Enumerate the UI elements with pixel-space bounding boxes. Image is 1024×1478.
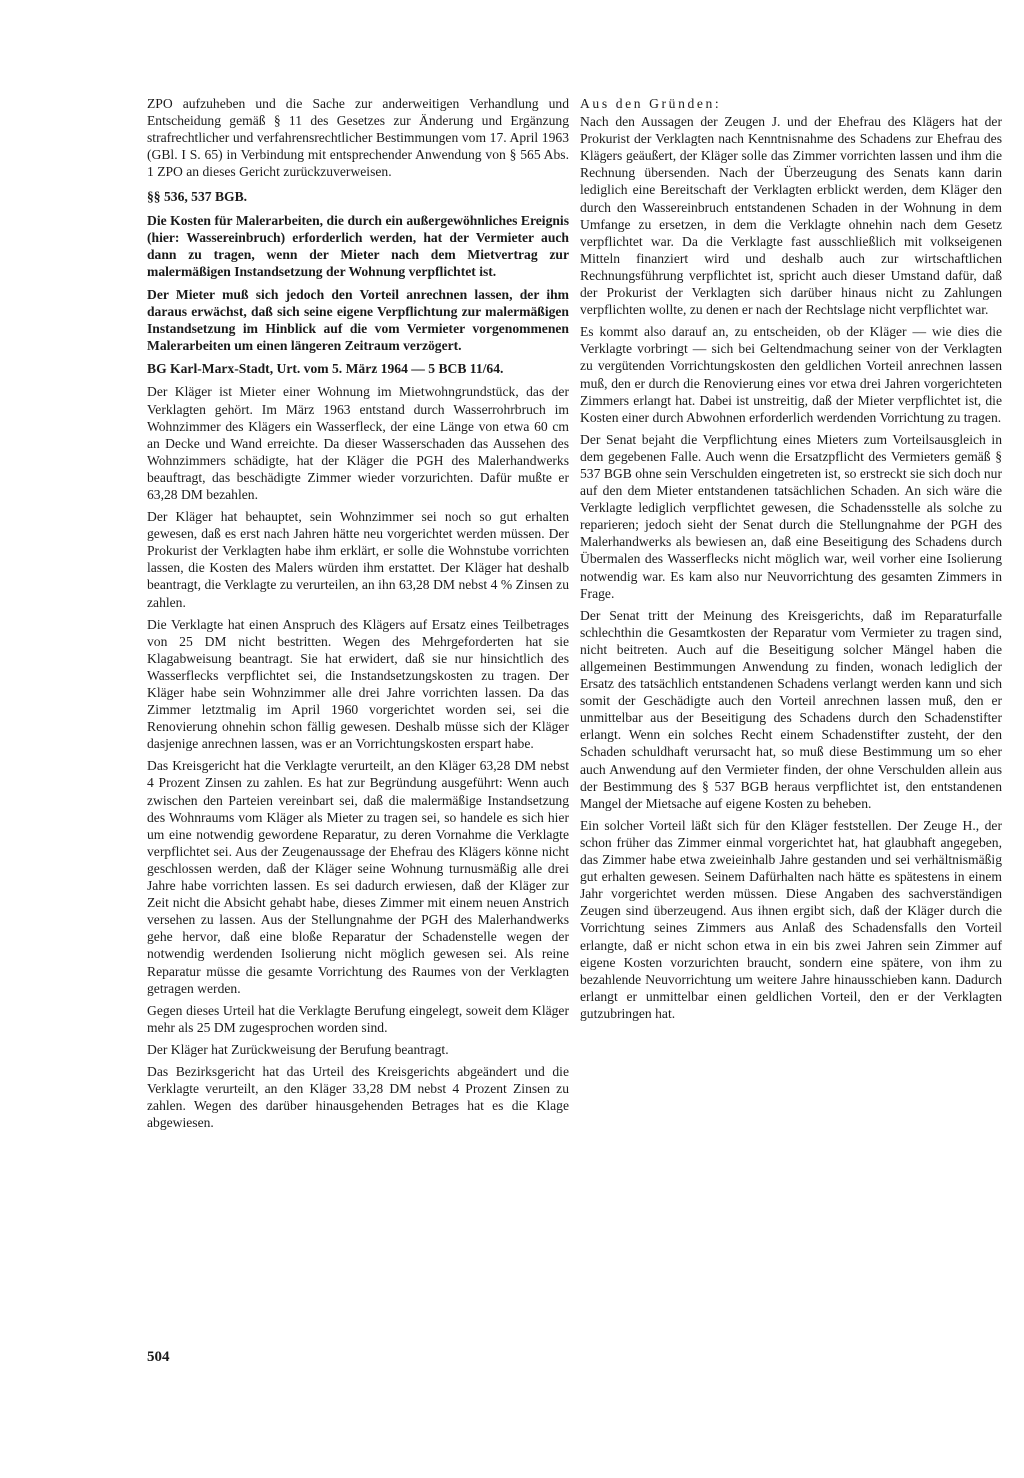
body-paragraph: Ein solcher Vorteil läßt sich für den Kläger feststellen. Der Zeuge H., der schon früher das Zimmer einmal vorgerichtet hat, hat glaubhaft angegeben, das Zimmer habe etwa zweieinhalb Jahre gestanden und sei verhältnismäßig gut erhalten gewesen. Seinem Dafürhalten nach hätte es spätestens in einem Jahr vorgerichtet werden müssen. Diese Angaben des sachverständigen Zeugen sind überzeugend. Aus ihnen ergibt sich, daß der Kläger durch die Vorrichtung seines Zimmers aus Anlaß des Schadensfalls den Vorteil erlangte, daß er nicht schon etwa in ein bis zwei Jahren sein Zimmer auf eigene Kosten vorzurichten braucht, sondern eine spätere, von ihm zu bezahlende Neuvorrichtung um weitere Jahre hinausschieben kann. Dadurch erlangt er unmittelbar einen geldlichen Vorteil, den er der Verklagten gutzubringen hat. [580,817,1002,1021]
body-paragraph: Der Kläger hat behauptet, sein Wohnzimmer sei noch so gut erhalten gewesen, daß es erst nach Jahren hätte neu vorgerichtet werden müssen. Der Prokurist der Verklagten habe ihm erklärt, er solle die Wohnstube vorrichten lassen, die Kosten des Malers würden ihm erstattet. Der Kläger hat deshalb beantragt, die Verklagte zu verurteilen, an ihn 63,28 DM nebst 4 % Zinsen zu zahlen. [147,509,569,610]
body-paragraph: Das Kreisgericht hat die Verklagte verurteilt, an den Kläger 63,28 DM nebst 4 Prozent Zinsen zu zahlen. Es hat zur Begründung ausgeführt: Wenn auch zwischen den Parteien vereinbart sei, daß die malermäßige Instandsetzung des Wohnraums vom Kläger als Mieter zu tragen sei, so handele es sich hier um eine notwendig gewordene Reparatur, zu deren Vornahme die Verklagte verpflichtet sei. Aus der Zeugenaussage der Ehefrau des Klägers könne nicht geschlossen werden, daß der Kläger seine Wohnung turnusmäßig alle drei Jahre habe vorrichten lassen. Es sei dadurch erwiesen, daß der Kläger zur Zeit nicht die Absicht gehabt habe, dieses Zimmer mit einem neuen Anstrich versehen zu lassen. Aus der Stellungnahme der PGH des Malerhandwerks gehe hervor, daß eine bloße Reparatur der Schadenstelle wegen der notwendig werdenden Isolierung nicht möglich gewesen sei. Als reine Reparatur müsse die gesamte Vorrichtung des Raumes von der Verklagten getragen werden. [147,758,569,996]
intro-paragraph: ZPO aufzuheben und die Sache zur anderweitigen Verhandlung und Entscheidung gemäß § 11 des Gesetzes zur Änderung und Ergänzung strafrechtlicher und verfahrensrechtlicher Bestimmungen vom 17. April 1963 (GBl. I S. 65) in Verbindung mit entsprechender Anwendung von § 565 Abs. 1 ZPO an dieses Gericht zurückzuverweisen. [147,96,569,180]
body-paragraph: Gegen dieses Urteil hat die Verklagte Berufung eingelegt, soweit dem Kläger mehr als 25 DM zugesprochen worden sind. [147,1002,569,1035]
page-number: 504 [147,1349,170,1365]
body-paragraph: Der Senat bejaht die Verpflichtung eines Mieters zum Vorteilsausgleich in dem gegebenen Falle. Auch wenn die Ersatzpflicht des Vermieters gemäß § 537 BGB ohne sein Verschulden eingetreten ist, so erstreckt sie sich doch nur auf den dem Mieter entstandenen tatsächlichen Schaden. An sich wäre die Verklagte lediglich verpflichtet gewesen, die Schadensstelle als solche zu reparieren; jedoch sieht der Senat durch die Stellungnahme der PGH des Malerhandwerks als bewiesen an, daß eine Beseitigung des Schadens durch Übermalen des Wasserflecks nicht möglich war, weil vorher eine Isolierung notwendig war. Es kam also nur Neuvorrichtung des gesamten Zimmers in Frage. [580,431,1002,601]
body-paragraph: Die Verklagte hat einen Anspruch des Klägers auf Ersatz eines Teilbetrages von 25 DM nicht bestritten. Wegen des Mehrgeforderten hat sie Klagabweisung beantragt. Sie hat erwidert, daß sie nur hinsichtlich des Wasserflecks verpflichtet sei, die Instandsetzungskosten zu tragen. Der Kläger habe sein Wohnzimmer alle drei Jahre vorrichten lassen. Da das Zimmer letztmalig im April 1960 vorgerichtet worden sei, sei die Renovierung ohnehin schon fällig gewesen. Deshalb müsse sich der Kläger dasjenige anrechnen lassen, was er an Vorrichtungskosten erspart habe. [147,616,569,752]
body-paragraph: Nach den Aussagen der Zeugen J. und der Ehefrau des Klägers hat der Prokurist der Verklagten nach Kenntnisnahme des Schadens zur Ehefrau des Klägers geäußert, der Kläger solle das Zimmer vorrichten lassen und ihm die Rechnung übersenden. Nach der Überzeugung des Senats kann darin lediglich eine Bereitschaft der Verklagten erblickt werden, dem Kläger den durch den Wassereinbruch entstandenen Schaden in der Wohnung in dem Umfange zu ersetzen, in dem die Verklagte ohnehin nach dem Gesetz verpflichtet war. Da die Verklagte fast ausschließlich mit volkseigenen Mitteln finanziert wird und deshalb auch zur wirtschaftlichen Rechnungsführung verpflichtet ist, spricht auch dieser Umstand dafür, daß der Prokurist der Verklagten sich darüber hinaus nicht zu Zahlungen verpflichten wollte, zu denen er nach der Rechtslage nicht verpflichtet war. [580,114,1002,318]
headnote: Der Mieter muß sich jedoch den Vorteil anrechnen lassen, der ihm daraus erwächst, daß sich seine eigene Verpflichtung zur malermäßigen Instandsetzung im Hinblick auf die vom Vermieter vorgenommenen Malerarbeiten um einen längeren Zeitraum verzögert. [147,286,569,354]
statute-reference: §§ 536, 537 BGB. [147,189,248,205]
body-paragraph: Der Kläger hat Zurückweisung der Berufung beantragt. [147,1041,449,1057]
right-column [580,95,1002,1027]
body-paragraph: Das Bezirksgericht hat das Urteil des Kreisgerichts abgeändert und die Verklagte verurteilt, an den Kläger 33,28 DM nebst 4 Prozent Zinsen zu zahlen. Wegen des darüber hinausgehenden Betrages hat es die Klage abgewiesen. [147,1063,569,1131]
body-paragraph: Der Senat tritt der Meinung des Kreisgerichts, daß im Reparaturfalle schlechthin die Gesamtkosten der Reparatur vom Vermieter zu tragen sind, nicht beitreten. Auch auf die Beseitigung solcher Mängel haben die allgemeinen Bestimmungen Anwendung zu finden, wonach lediglich der Ersatz des tatsächlich entstandenen Schadens verlangt werden kann und sich somit der Geschädigte auch den Vorteil anrechnen lassen muß, den er unmittelbar aus der Beseitigung des Schadens durch den Schadenstifter erlangt. Wenn ein solches Recht einem Schadenstifter zusteht, der den Schaden schuldhaft verursacht hat, so muß diese Bestimmung um so eher auch Anwendung auf den Vermieter finden, der ohne Verschulden allein aus der Bestimmung des § 537 BGB heraus verpflichtet ist, den entstandenen Mangel der Mietsache auf eigene Kosten zu beheben. [580,607,1002,811]
left-column [147,95,569,1136]
body-paragraph: Der Kläger ist Mieter einer Wohnung im Mietwohngrundstück, das der Verklagten gehört. Im März 1963 entstand durch Wasserrohrbruch im Wohnzimmer des Klägers ein Wasserfleck, der eine Länge von etwa 60 cm an Decke und Wand erreichte. Da dieser Wasserschaden das Aussehen des Wohnzimmers schädigte, hat der Kläger die PGH des Malerhandwerks beauftragt, das beschädigte Zimmer wieder vorzurichten. Dafür mußte er 63,28 DM bezahlen. [147,384,569,502]
court-citation: BG Karl-Marx-Stadt, Urt. vom 5. März 1964 — 5 BCB 11/64. [147,361,504,377]
headnote: Die Kosten für Malerarbeiten, die durch ein außergewöhnliches Ereignis (hier: Wassereinbruch) erforderlich werden, hat der Vermieter auch dann zu tragen, wenn der Mieter nach dem Mietvertrag zur malermäßigen Instandsetzung der Wohnung verpflichtet ist. [147,212,569,279]
section-heading: Aus den Gründen: [580,96,722,111]
body-paragraph: Es kommt also darauf an, zu entscheiden, ob der Kläger — wie dies die Verklagte vorbringt — sich bei Geltendmachung seiner von der Verklagten zu vergütenden Vorrichtungskosten den geldlichen Vorteil anrechnen lassen muß, den er durch die Renovierung eines vor etwa drei Jahren vorgerichteten Zimmers erlangt hat. Dabei ist unstreitig, daß der Mieter verpflichtet ist, die Kosten einer durch Abwohnen erforderlich werdenden Vorrichtung zu tragen. [580,324,1002,425]
